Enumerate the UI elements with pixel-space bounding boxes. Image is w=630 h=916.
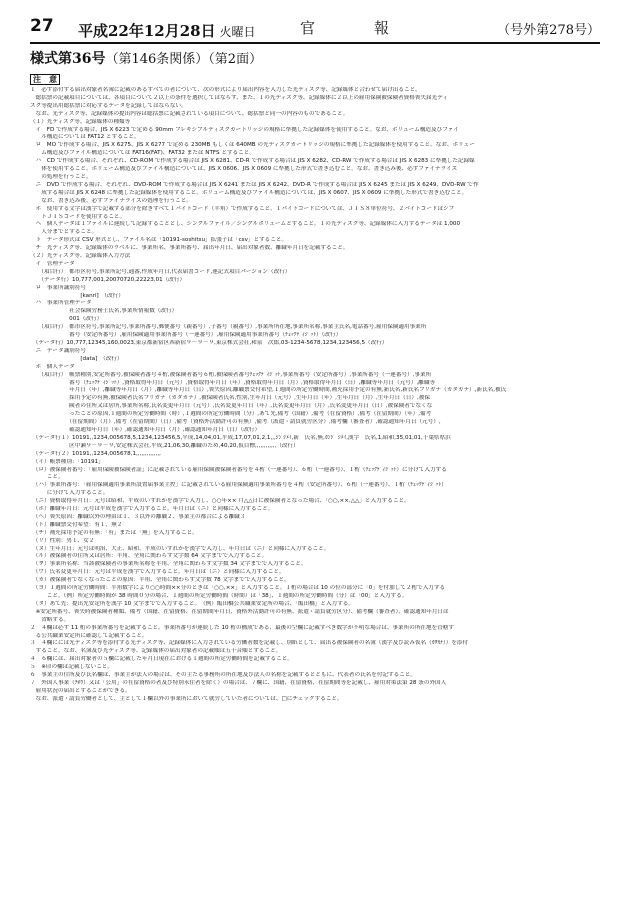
note-line: 雇用状況の届出とすることができる。 xyxy=(30,687,131,694)
notes-tag: 注 意 xyxy=(30,74,60,85)
note-line: ハ CD で作成する場合、それぞれ、CD-ROM で作成する場合は JIS X 6281、CD-R で作成する場合は JIS X 6282、CD-RW で作成する場合は JIS X 6283 に準拠した記録媒 xyxy=(30,158,475,165)
note-line: ホ 使用する文字は漢字で記載する部分を除きすべて１バイトコード（半角）で作成すること。１バイトコードについては、ＪＩＳ８単位符号、２バイトコードはシフ xyxy=(30,205,455,212)
note-line: （１）光ディスク等、記録媒体の種類等 xyxy=(30,118,131,125)
page-header xyxy=(30,18,600,40)
note-line: ３ ４欄にには光ディスク等を添付する光ディスク等、記録媒体に入力されている労働者数を記載し、別紙として、届出る被保険者の名簿（漢字及び読み仮名（ｶﾀｶﾅ））を添付 xyxy=(30,640,469,647)
gazette-name: 官 報 xyxy=(300,19,412,37)
note-line: ヘ 個人データは１ファイルに連続して記録することとし、シングルファイル／シングルボリュームとすること。１の光ディスク等、記録媒体に入力するデータは 1,000 xyxy=(30,221,461,228)
note-line: ハ 事業所管理データ xyxy=(30,300,92,307)
note-line: 採用予定の有無,被保険者氏名フリガナ（カタカナ）,被保険者氏名,性別,生年月日（元号）,生年月日（年）,生年月日（月）,生年月日（日）,被保 xyxy=(30,395,430,402)
note-line: （在留期間）（月）,備考（在留期間）（日）,備考（資格外活動許可の有無）,備考（派遣・請負就労区分）,備考欄（審査者）,確認通知年月日（元号）, xyxy=(30,419,441,426)
note-line: すること。なお、名簿及び光ディスク等、記録媒体の届出対象者の記載順は五十音順とすること。 xyxy=(30,648,282,655)
note-line: ６ 事業主の住所及び氏名欄は、事業主が法人の場合は、その主たる事務所の所在地及び法人の名称を記載するとともに、代表者の氏名を付記すること。 xyxy=(30,672,416,679)
note-line: 人分までとすること。 xyxy=(30,229,98,236)
note-line: に分けて入力すること。 xyxy=(30,490,109,497)
note-line: （データ行）10,777,12345,160,0023,東京都新宿区西新宿９－９－９,東京株式会社,和泉 次郎,03-1234-5678,1234,123456,5（改行） xyxy=(30,340,388,346)
note-line: イ FD で作成する場合、JIS X 6223 で定める 90mm フレキシブルディスクカートリッジの規格に準拠した記録媒体を使用すること。なお、ボリューム構造及びファイ xyxy=(30,126,459,133)
header-rule xyxy=(30,42,600,44)
note-line: スク等提出用総括票に対応するデータを記録してはならない。 xyxy=(30,102,187,109)
note-line: の処理を行うこと。 xyxy=(30,173,92,180)
note-line: （データ行）10,777,001,20070720,22223,01（改行） xyxy=(30,276,186,283)
note-line: ５ ※印の欄は記載しないこと。 xyxy=(30,664,113,671)
note-line: 001（改行） xyxy=(30,316,103,323)
note-line: ロ MO で作成する場合、JIS X 6275、JIS X 6277 で定める 230MB もしくは 640MB の光ディスクカートリッジの規格に準拠した記録媒体を使用すること。なお、ボリュー xyxy=(30,142,475,149)
note-line: なお、書き込み後、必ずファイナライズの処理を行うこと。 xyxy=(30,197,192,204)
note-line: 社会保険労務士氏名,事業所情報数（改行） xyxy=(30,308,178,315)
extra-issue-number: （号外第278号） xyxy=(497,23,600,38)
note-line: （ヲ）事業所名称：当該被保険者の事業所名称を半角、全角に関わらず文字数 34 文字までで入力すること。 xyxy=(30,561,307,568)
note-line: こと。（例）所定労働時間が 38 時間０分の場合、１週間の所定労働時間（時間）は「38」、１週間の所定労働時間（分）は「00」と入力する。 xyxy=(30,593,408,599)
page-number: 27 xyxy=(30,16,54,36)
note-line: ったことの原因,１週間の所定労働時間（時）,１週間の所定労働時間（分）,あて先,備考（国籍）,備考（在留資格）,備考（在留期間）（年）,備考 xyxy=(30,411,432,418)
issue-date-value: 平成22年12月28日 xyxy=(78,22,216,40)
note-line: （項目行） 都市区符号,事業所記号,通番,作成年月日,代表届書コード,連記式項目バージョン（改行） xyxy=(30,268,291,275)
note-line: ム構造及びファイル構造については FAT16(FAT)、FAT32 または NTFS とすること。 xyxy=(30,150,255,157)
note-line: なお、派遣・請負労働者として、主として１欄以外の事業所において就労していた者については、□にチェックすること。 xyxy=(30,695,343,702)
note-line: （２）光ディスク等、記録媒体入力方法 xyxy=(30,253,131,260)
note-line: 総括票の記載項目については、各項目について２以上の条件を選択してはならず、また、１の光ディスク等、記録媒体に２以上の雇用保険被保険者資格喪失届光ディ xyxy=(30,94,448,101)
note-line: 確認通知年月日（年）,確認通知年月日（月）,確認通知年月日（日）（改行） xyxy=(30,426,261,433)
note-line: [data] （改行） xyxy=(30,355,123,362)
note-line: トＪＩＳコードを使用すること。 xyxy=(30,213,126,220)
note-line: チ 光ディスク等、記録媒体のラベルに、事業所名、事業所番号、届出年月日、届出対象者数、離職年月日を記載すること。 xyxy=(30,245,349,252)
note-line: （ヘ）喪失原因：離職以外の理由は１、３以外の離職２、事業主の都合による離職３ xyxy=(30,513,246,520)
note-line: （データ行１）10191,,1234,005678,5,1234,123456,5,平成,14,04,01,平成,17,07,01,2,1,,,ｼﾝ ｼﾒｲ,新 氏名,無,ｶﾝｼﾞ ｼﾒｲ,漢字 氏名,1,昭和,35,01,01,千葉県県浜 xyxy=(30,434,451,441)
note-line: （ヨ）１週間の所定労働時間：半角数字により○○時間××分のときは「○○,××」と入力すること。１桁の場合は 10 の位の部分に「0」を付加して２桁で入力する xyxy=(30,585,446,592)
note-line: こと。 xyxy=(30,474,64,481)
note-line: ホ 個人データ xyxy=(30,363,75,370)
note-line: （ホ）離職年月日：元号は平成を漢字で入力すること。年月日は（ニ）と同様に入力すること。 xyxy=(30,506,274,513)
note-line: （リ）性別：男１、女２ xyxy=(30,537,95,544)
form-number: 様式第36号 xyxy=(30,51,106,67)
note-line: る公共職業安定所に確認して記載すること。 xyxy=(30,632,148,639)
note-line: ２ ４欄は必ず 11 桁の事業所番号を記載すること。事業所番号が連続した 10 桁の構成である、最後の空欄に記載すべき数字が不明な場合は、事業所の所在地を管轄す xyxy=(30,624,454,631)
note-line: （カ）被保険者でなくなったことの原因：半角、全角に関わらず文字数 78 文字までで入力すること。 xyxy=(30,577,290,584)
note-line: イ 管理データ xyxy=(30,260,75,267)
note-line: ４ ６欄には、届出対象者の５欄に記載した年月日現在における１週間の所定労働時間を記載すること。 xyxy=(30,656,293,663)
note-line: （ヌ）生年月日：元号は明治、大正、昭和、平成のいずれかを漢字で入力し、年月日は（ニ）と同様に入力すること。 xyxy=(30,545,330,552)
note-line: ト データ形式は CSV 形式とし、ファイル名は「10191-soshitsu」拡張子は「csv」とすること。 xyxy=(30,237,288,244)
note-line: （ハ）事業所番号：「雇用保険適用事業所設置届事業主控」に記載されている雇用保険適用事業所番号を４桁（安定所番号）、６桁（一連番号）、１桁（ﾁｪｯｸﾃﾞｨｼﾞｯﾄ） xyxy=(30,482,447,489)
note-line: （イ）帳票種別：「10191」 xyxy=(30,458,104,465)
note-line: 番号（安定所番号）,雇用保険適用事業所番号（一連番号）,雇用保険適用事業所番号（ﾁｪｯｸﾃﾞｨｼﾞｯﾄ）（改行） xyxy=(30,332,342,339)
notes-body xyxy=(30,87,602,704)
note-line: （項目行） 帳票種別,安定所番号,被保険者番号４桁,被保険者番号６桁,被保険者番号ﾁｪｯｸﾃﾞｨｼﾞｯﾄ,事業所番号（安定所番号）,事業所番号（一連番号）,事業所 xyxy=(30,371,432,378)
note-line: ニ DVD で作成する場合、それぞれ、DVD-ROM で作成する場合は JIS X 6241 または JIS X 6242、DVD-R で作成する場合は JIS X 6245 または JIS X 6249、DVD-RW で作 xyxy=(30,181,479,188)
note-line: ７ 外国人事業（ﾁﾎｳ）又は「公用」の在留資格の者及び特別永住者を除く）の場合は、７欄に、国籍、在留資格、在留期間等を記載し、雇用対策法第 28 条の外国人 xyxy=(30,679,447,686)
note-line: （ニ）資格取得年月日：元号は昭和、平成のいずれかを漢字で入力し、○○年×× 月△△日に被保険者となった場合、「○○,××,△△」と入力すること。 xyxy=(30,498,410,505)
note-line: [kanri] （改行） xyxy=(30,292,124,299)
note-line: 番号（ﾁｪｯｸﾃﾞｨｼﾞｯﾄ）,資格取得年月日（元号）,資格取得年月日（年）,資格取得年月日（月）,資格取得年月日（日）,離職等年月日（元号）,離職等 xyxy=(30,379,436,386)
note-line: ニ データ識別符号 xyxy=(30,347,86,354)
note-line: 体を使用すること。ボリューム構造及びファイル構造については、JIS X 0606、JIS X 0609 に準拠した形式で書き込むこと。なお、書き込み後、必ずファイナライズ xyxy=(30,166,458,173)
note-line: （データ行２）10191,,1234,005678,1,,,,,,,,,,,,,, xyxy=(30,450,161,457)
note-line: 区中瀬９－９－９,安定株式会社,平成,21,06,30,離職のため,40,20,仮目標,,,,,,,,,,,,（改行） xyxy=(30,442,299,449)
note-line: ※安定所番号、喪失時被保険者種類、備考（国籍、在留資格、在留期間年月日、資格外活動許可の有無、派遣・請負就労区分）、備考欄（審査者）、確認通知年月日は xyxy=(30,608,449,615)
note-line: なお、光ディスク等、記録媒体の提出内容は総括票に記載されている項目について、総括票と同一の内容のものであること。 xyxy=(30,110,349,117)
note-line: １ 必ず添付する届出対象者名簿に記載のあるすべての者について、次の形式により届出内容を入力した光ディスク等、記録媒体と合わせて届け出ること。 xyxy=(30,87,421,93)
note-line: 年月日（年）,離職等年月日（月）,離職等年月日（日）,喪失原因,離職票交付希望,１週間の所定労働時間,補充採用予定の有無,新氏名,新氏名フリガナ（カタカナ）,新氏名,被氏 xyxy=(30,387,507,394)
form-subtitle: （第146条関係）（第2面） xyxy=(105,52,263,67)
note-line: （タ）あて先：提出先安定所を漢字 10 文字までで入力すること。 （例）飯田橋公共職業安定所の場合、「飯田橋」と入力する。 xyxy=(30,600,354,607)
issue-weekday: 火曜日 xyxy=(219,25,256,39)
note-line: （ル）被保険者の住所又は居所：半角、全角に関わらず文字数 64 文字までで入力すること。 xyxy=(30,553,268,560)
note-line: 省略する。 xyxy=(30,616,70,623)
note-line: （ワ）氏名変更年月日：元号は平成を漢字で入力すること。年月日は（ニ）と同様に入力すること。 xyxy=(30,569,285,576)
issue-date xyxy=(78,20,255,41)
note-line: （チ）補充採用予定の有無：「有」または「無」を入力すること。 xyxy=(30,529,198,536)
notes-section xyxy=(30,67,602,704)
note-line: ル構造については FAT12 とすること。 xyxy=(30,134,140,141)
note-line: （項目行） 都市区符号,事業所記号,事業所番号,郵便番号（親番号）,子番号（親番号）,事業所所在地,事業所名称,事業主氏名,電話番号,雇用保険適用事業所 xyxy=(30,324,427,331)
note-line: （ト）離職票交付希望：有１、無２ xyxy=(30,521,123,528)
note-line: ロ 事業所識別符号 xyxy=(30,284,86,291)
note-line: 険者の住所又は居所,事業所名称,氏名変更年月日（元号）,氏名変更年月日（年）,氏名変更年月日（月）,氏名変更年月日（日）,被保険者でなくな xyxy=(30,403,433,410)
form-title xyxy=(30,48,262,68)
note-line: 成する場合は JIS X 6248 に準拠した記録媒体を使用すること。ボリューム構造及びファイル構造については、JIS X 0607、JIS X 0609 に準拠した形式で書き込むこと。 xyxy=(30,189,468,196)
note-line: （ロ）被保険者番号：「雇用保険被保険者証」に記載されている雇用保険被保険者番号を４桁（一連番号）、６桁（一連番号）、１桁（ﾁｪｯｸﾃﾞｨｼﾞｯﾄ）に分けて入力する xyxy=(30,466,447,473)
